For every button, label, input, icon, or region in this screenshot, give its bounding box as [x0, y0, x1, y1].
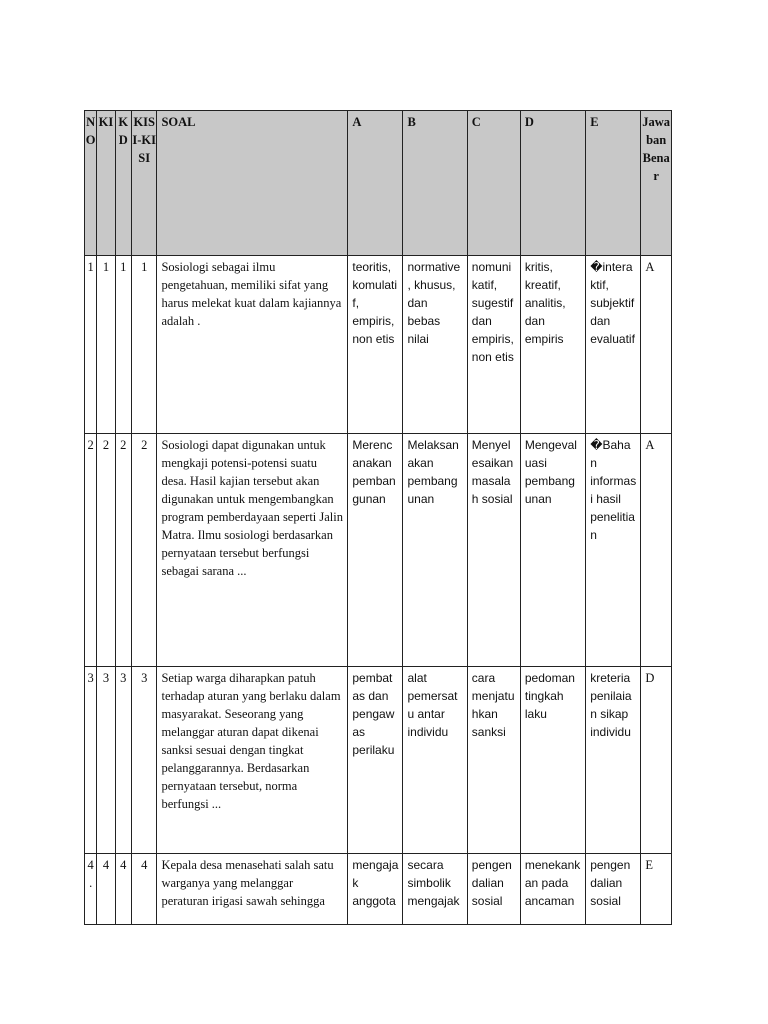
cell-jawaban: D	[641, 667, 672, 854]
table-row	[85, 667, 672, 854]
header-option-d: D	[520, 111, 585, 256]
cell-ki: 3	[97, 667, 115, 854]
cell-kisi: 4	[131, 854, 157, 925]
header-option-c: C	[467, 111, 520, 256]
cell-option-c: cara menjatuhkan sanksi	[467, 667, 520, 854]
cell-jawaban: A	[641, 256, 672, 434]
cell-option-c: pengendalian sosial	[467, 854, 520, 925]
cell-option-d: menekankan pada ancaman	[520, 854, 585, 925]
cell-option-e: pengendalian sosial	[586, 854, 641, 925]
cell-kisi: 2	[131, 434, 157, 667]
table-row	[85, 434, 672, 667]
cell-option-e: kreteria penilaian sikap individu	[586, 667, 641, 854]
cell-option-a: mengajak anggota	[348, 854, 403, 925]
header-jawaban-benar: Jawaban Benar	[641, 111, 672, 256]
cell-kisi: 1	[131, 256, 157, 434]
cell-ki: 1	[97, 256, 115, 434]
header-kisi-kisi: KISI-KISI	[131, 111, 157, 256]
cell-option-d: kritis, kreatif, analitis, dan empiris	[520, 256, 585, 434]
header-option-b: B	[403, 111, 467, 256]
cell-kd: 3	[115, 667, 131, 854]
cell-jawaban: E	[641, 854, 672, 925]
cell-option-d: Mengevaluasi pembangunan	[520, 434, 585, 667]
cell-no: 4.	[85, 854, 97, 925]
cell-ki: 4	[97, 854, 115, 925]
cell-kd: 2	[115, 434, 131, 667]
cell-no: 2	[85, 434, 97, 667]
cell-kd: 1	[115, 256, 131, 434]
cell-option-b: normative, khusus, dan bebas nilai	[403, 256, 467, 434]
cell-no: 1	[85, 256, 97, 434]
cell-soal: Setiap warga diharapkan patuh terhadap aturan yang berlaku dalam masyarakat. Seseorang yang melanggar aturan dapat dikenai sanksi sesuai dengan tingkat pelanggarannya. Berdasarkan pernyataan tersebut, norma berfungsi ...	[157, 667, 348, 854]
cell-option-e: �Bahan informasi hasil penelitian	[586, 434, 641, 667]
cell-soal: Kepala desa menasehati salah satu warganya yang melanggar peraturan irigasi sawah sehingga	[157, 854, 348, 925]
cell-option-a: Merencanakan pembangunan	[348, 434, 403, 667]
cell-soal: Sosiologi sebagai ilmu pengetahuan, memiliki sifat yang harus melekat kuat dalam kajiannya adalah .	[157, 256, 348, 434]
question-table	[84, 110, 672, 925]
cell-soal: Sosiologi dapat digunakan untuk mengkaji potensi-potensi suatu desa. Hasil kajian tersebut akan digunakan untuk mengembangkan program pemberdayaan seperti Jalin Matra. Ilmu sosiologi berdasarkan pernyataan tersebut berfungsi sebagai sarana ...	[157, 434, 348, 667]
cell-option-c: nomunikatif, sugestif dan empiris, non etis	[467, 256, 520, 434]
cell-option-a: teoritis, komulatif, empiris, non etis	[348, 256, 403, 434]
cell-option-e: �interaktif, subjektif dan evaluatif	[586, 256, 641, 434]
cell-kisi: 3	[131, 667, 157, 854]
header-ki: KI	[97, 111, 115, 256]
header-option-a: A	[348, 111, 403, 256]
header-kd: KD	[115, 111, 131, 256]
cell-ki: 2	[97, 434, 115, 667]
header-soal: SOAL	[157, 111, 348, 256]
header-option-e: E	[586, 111, 641, 256]
table-row	[85, 854, 672, 925]
cell-no: 3	[85, 667, 97, 854]
cell-option-b: alat pemersatu antar individu	[403, 667, 467, 854]
cell-option-d: pedoman tingkah laku	[520, 667, 585, 854]
cell-option-c: Menyelesaikan masalah sosial	[467, 434, 520, 667]
header-no: NO	[85, 111, 97, 256]
cell-option-a: pembatas dan pengawas perilaku	[348, 667, 403, 854]
cell-option-b: secara simbolik mengajak	[403, 854, 467, 925]
header-row	[85, 111, 672, 256]
table-row	[85, 256, 672, 434]
cell-option-b: Melaksanakan pembangunan	[403, 434, 467, 667]
cell-jawaban: A	[641, 434, 672, 667]
cell-kd: 4	[115, 854, 131, 925]
